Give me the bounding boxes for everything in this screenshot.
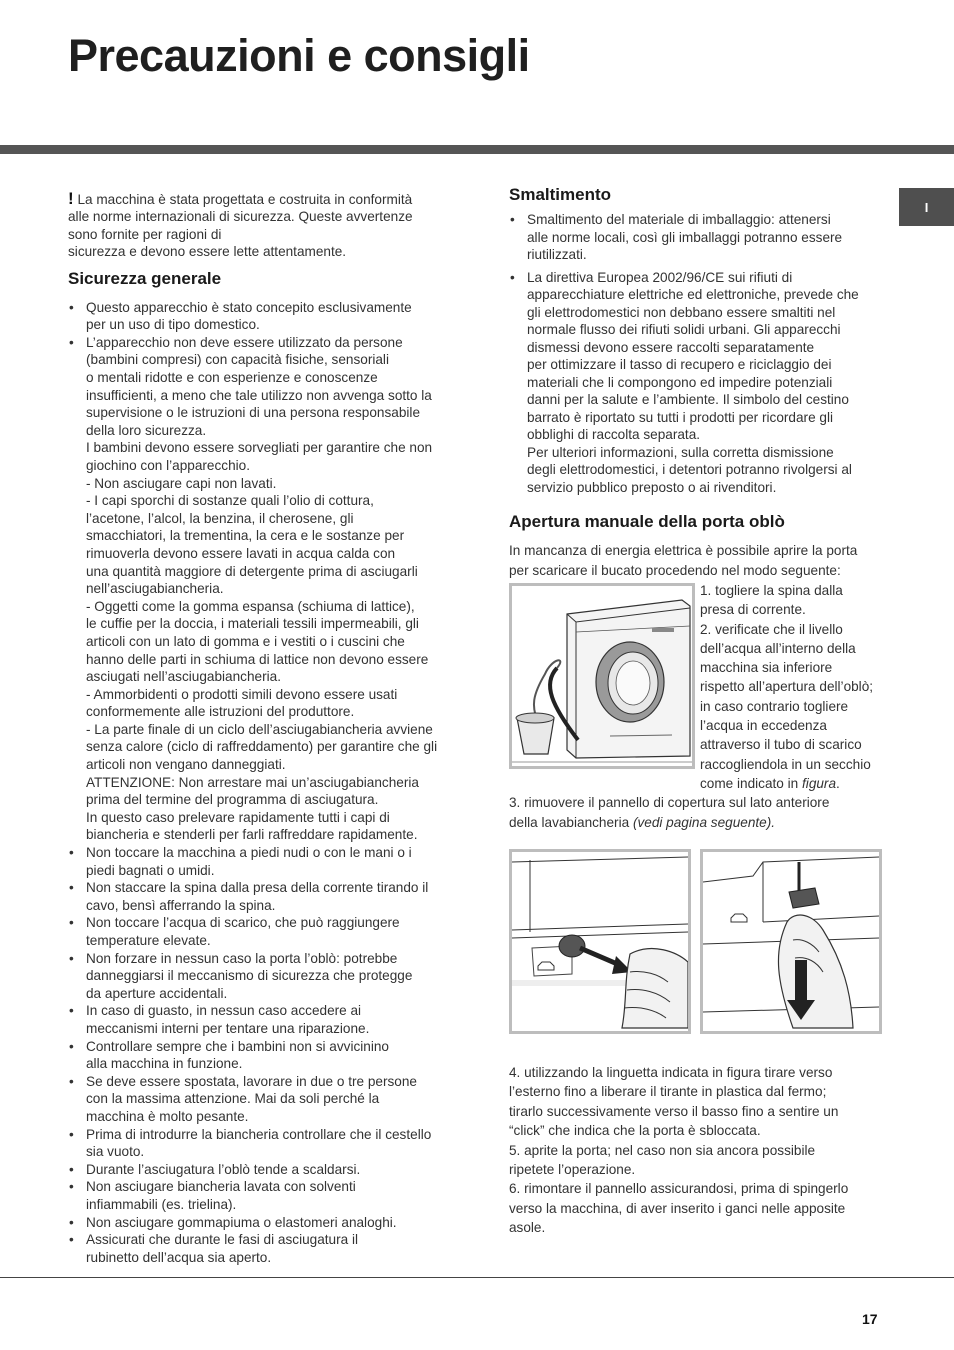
list-item-line: macchina è molto pesante.: [86, 1108, 249, 1124]
list-item-line: barrato è riportato su tutti i prodotti per ricordare gli: [527, 409, 834, 425]
list-item-line: • Questo apparecchio è stato concepito esclusivamente: [86, 299, 412, 315]
list-item-line: cavo, bensì afferrando la spina.: [86, 897, 276, 913]
list-item-line: • Non toccare l’acqua di scarico, che può raggiungere: [86, 915, 400, 931]
left-column: [68, 190, 468, 1266]
list-item-line: biancheria e stenderli per farli raffreddare rapidamente.: [86, 827, 418, 843]
list-item-line: sia vuoto.: [86, 1144, 145, 1160]
list-item-line: alle norme locali, così gli imballaggi potranno essere: [527, 229, 843, 245]
list-item-line: - La parte finale di un ciclo dell’asciugabiancheria avviene: [86, 721, 433, 737]
smaltimento-list: [509, 211, 894, 496]
list-item-line: articoli con un lato di gomma e i vestiti o i cuscini che: [86, 633, 405, 649]
list-item-line: - Oggetti come la gomma espansa (schiuma di lattice),: [86, 598, 415, 614]
list-item-line: conformemente alle istruzioni del produttore.: [86, 704, 355, 720]
list-item-line: • Smaltimento del materiale di imballaggio: attenersi: [527, 212, 831, 227]
steps-1-2-text: 1. togliere la spina dalla presa di corrente. 2. verificate che il livello dell’acqua all’interno della macchina sia inferiore rispetto all’apertura dell’oblò; in caso contrario togliere l’acqua in eccedenza attraverso il tubo di scarico raccogliendola in un secchio come indicato in figura.: [700, 583, 874, 791]
list-item-line: • Assicurati che durante le fasi di asciugatura il: [86, 1232, 359, 1248]
list-item-line: una quantità maggiore di detergente prima di asciugarli: [86, 563, 418, 579]
header-rule: [0, 145, 954, 154]
list-item-line: - Ammorbidenti o prodotti simili devono essere usati: [86, 686, 398, 702]
list-item-line: per ottimizzare il tasso di recupero e riciclaggio dei: [527, 357, 832, 372]
list-item-line: dismessi devono essere raccolti separatamente: [527, 339, 815, 355]
list-item-line: rimuoverla devono essere lavati in acqua calda con: [86, 545, 396, 561]
list-item-line: • Prima di introdurre la biancheria controllare che il cestello: [86, 1126, 432, 1142]
washing-machine-drain-illustration: [509, 583, 695, 769]
page-title: Precauzioni e consigli: [68, 30, 530, 81]
list-item-line: • In caso di guasto, in nessun caso accedere ai: [86, 1003, 362, 1019]
steps-4-6-text: 4. utilizzando la linguetta indicata in figura tirare verso l’esterno fino a liberare il tirante in plastica dal fermo; tirarlo successivamente verso il basso fino a sentire un “click” che indica che la porta è sbloccata. 5. aprite la porta; nel caso non sia ancora possibile ripetete l’operazione. 6. rimontare il pannello assicurandosi, prima di spingerlo verso la macchina, di aver inserito i ganci nelle apposite asole.: [509, 1065, 849, 1236]
list-item-line: della loro sicurezza.: [86, 422, 207, 438]
list-item-line: apparecchiature elettriche ed elettroniche, prevede che: [527, 287, 859, 302]
list-item-line: hanno delle parti in schiuma di lattice non devono essere: [86, 651, 429, 667]
list-item-line: nell’asciugabiancheria.: [86, 581, 224, 597]
list-item: [68, 1073, 468, 1126]
list-item-line: - I capi sporchi di sostanze quali l’olio di cottura,: [86, 493, 374, 509]
list-item-line: ATTENZIONE: Non arrestare mai un’asciugabiancheria: [86, 774, 419, 790]
list-item-line: o mentali ridotte e con esperienze e conoscenze: [86, 370, 378, 385]
list-item: [68, 950, 468, 1003]
list-item-line: senza calore (ciclo di raffreddamento) per garantire che gli: [86, 739, 438, 755]
list-item-line: - Non asciugare capi non lavati.: [86, 475, 277, 491]
list-item-line: obblighi di raccolta separata.: [527, 427, 701, 442]
pull-tab-out-illustration: [509, 849, 691, 1034]
list-item-line: danneggiarsi il meccanismo di sicurezza che protegge: [86, 968, 413, 984]
list-item-line: Per ulteriori informazioni, sulla corretta dismissione: [527, 444, 834, 460]
list-item-line: supervisione o le istruzioni di una persona responsabile: [86, 405, 421, 421]
steps-1-3-block: [509, 581, 894, 830]
list-item-line: smacchiatori, la trementina, la cera e le sostanze per: [86, 528, 405, 544]
list-item-line: asciugati nell’asciugabiancheria.: [86, 669, 281, 685]
list-item-line: materiali che li compongono ed impedire potenziali: [527, 374, 833, 390]
list-item-line: • La direttiva Europea 2002/96/CE sui rifiuti di: [527, 269, 793, 285]
list-item-line: (bambini compresi) con capacità fisiche, sensoriali: [86, 352, 389, 368]
list-item-line: da aperture accidentali.: [86, 985, 228, 1001]
language-tab: I: [899, 188, 954, 226]
list-item-line: l’acetone, l’alcol, la benzina, il cherosene, gli: [86, 510, 354, 526]
list-item: [68, 1038, 468, 1073]
list-item-line: • Non asciugare gommapiuma o elastomeri analoghi.: [86, 1214, 397, 1230]
list-item: [509, 269, 894, 497]
list-item-line: • Se deve essere spostata, lavorare in due o tre persone: [86, 1073, 417, 1089]
list-item: [68, 879, 468, 914]
list-item-line: riutilizzati.: [527, 247, 587, 262]
intro-warning: ! La macchina è stata progettata e costruita in conformità alle norme internazionali di sicurezza. Queste avvertenze sono fornite per ragioni di sicurezza e devono essere lette attentamente.: [68, 189, 413, 260]
warning-mark-icon: !: [68, 189, 74, 208]
list-item-line: • Non toccare la macchina a piedi nudi o con le mani o i: [86, 845, 412, 861]
list-item-line: • Non forzare in nessun caso la porta l’oblò: potrebbe: [86, 950, 398, 966]
step-3-text: 3. rimuovere il pannello di copertura sul lato anteriore della lavabiancheria (vedi pagina seguente).: [509, 795, 830, 830]
list-item: [68, 1214, 468, 1232]
list-item: [68, 844, 468, 879]
list-item-line: infiammabili (es. trielina).: [86, 1196, 237, 1212]
list-item-line: articoli non vengano danneggiati.: [86, 757, 286, 773]
list-item: [509, 211, 894, 264]
list-item-line: per un uso di tipo domestico.: [86, 317, 260, 333]
right-column: [509, 185, 894, 1238]
list-item: [68, 1126, 468, 1161]
panel-illustrations: [509, 849, 894, 1049]
list-item-line: meccanismi interni per tentare una riparazione.: [86, 1020, 370, 1036]
list-item-line: le cuffie per la doccia, i materiali tessili impermeabili, gli: [86, 616, 419, 632]
list-item-line: servizio pubblico preposto o ai rivenditori.: [527, 479, 777, 495]
list-item-line: In questo caso prelevare rapidamente tutti i capi di: [86, 809, 390, 825]
section-heading-smaltimento: Smaltimento: [509, 185, 612, 204]
list-item: [68, 1002, 468, 1037]
list-item-line: temperature elevate.: [86, 933, 211, 948]
list-item-line: I bambini devono essere sorvegliati per garantire che non: [86, 440, 433, 456]
list-item-line: • Controllare sempre che i bambini non si avvicinino: [86, 1038, 389, 1054]
list-item-line: prima del termine del programma di asciugatura.: [86, 792, 379, 808]
sicurezza-list: [68, 299, 468, 1267]
list-item-line: degli elettrodomestici, i detentori potranno rivolgersi al: [527, 462, 852, 477]
list-item-line: danni per la salute e l’ambiente. Il simbolo del cestino: [527, 392, 849, 407]
list-item-line: con la massima attenzione. Mai da soli perché la: [86, 1091, 380, 1107]
list-item-line: rubinetto dell’acqua sia aperto.: [86, 1249, 272, 1265]
list-item: [68, 1231, 468, 1266]
list-item-line: • Non asciugare biancheria lavata con solventi: [86, 1179, 356, 1195]
list-item-line: normale flusso dei rifiuti solidi urbani. Gli apparecchi: [527, 322, 841, 337]
list-item-line: • Durante l’asciugatura l’oblò tende a scaldarsi.: [86, 1161, 361, 1177]
apertura-intro: In mancanza di energia elettrica è possibile aprire la porta per scaricare il bucato procedendo nel modo seguente:: [509, 543, 858, 578]
list-item-line: giochino con l’apparecchio.: [86, 457, 250, 473]
list-item: [68, 299, 468, 334]
list-item: [68, 334, 468, 844]
list-item: [68, 1178, 468, 1213]
list-item-line: • Non staccare la spina dalla presa della corrente tirando il: [86, 880, 429, 896]
page-number: 17: [862, 1311, 878, 1327]
list-item-line: insufficienti, a meno che tale utilizzo non avvenga sotto la: [86, 387, 432, 403]
list-item-line: piedi bagnati o umidi.: [86, 862, 215, 878]
list-item: [68, 1161, 468, 1179]
section-heading-sicurezza: Sicurezza generale: [68, 268, 222, 288]
list-item-line: gli elettrodomestici non debbano essere smaltiti nel: [527, 304, 836, 320]
list-item-line: alla macchina in funzione.: [86, 1056, 243, 1072]
pull-tab-down-illustration: [700, 849, 882, 1034]
list-item: [68, 914, 468, 949]
section-heading-apertura: Apertura manuale della porta oblò: [509, 512, 785, 531]
footer-rule: [0, 1277, 954, 1278]
list-item-line: • L’apparecchio non deve essere utilizzato da persone: [86, 334, 403, 350]
